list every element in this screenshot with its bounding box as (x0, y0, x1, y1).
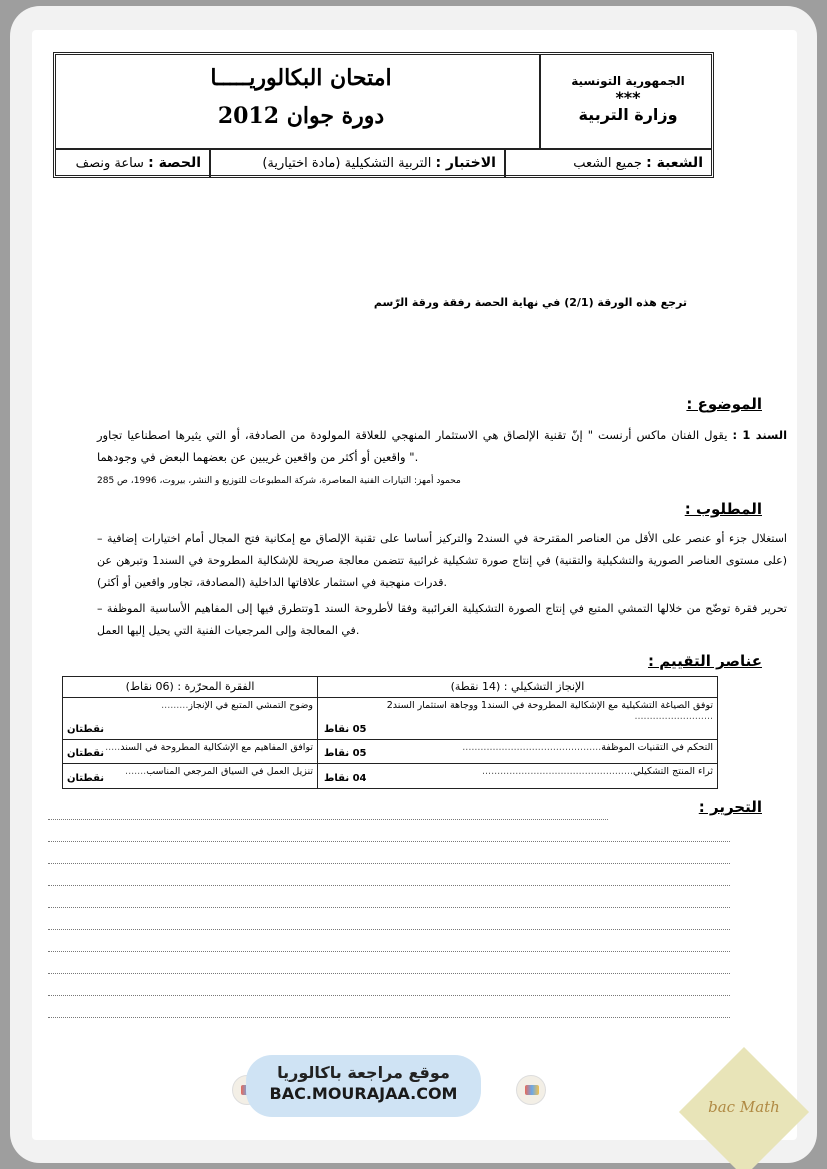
criterion-points: نقطتان (67, 724, 105, 735)
table-header-row (63, 677, 717, 698)
exam-session: دورة جوان 2012 (217, 103, 385, 129)
evaluation-heading: عناصر التقييم : (648, 652, 762, 670)
criterion: ثراء المنتج التشكيلي (633, 766, 713, 777)
republic-text: الجمهورية التونسية (571, 74, 685, 88)
table-row: التحكم في التقنيات الموظفة.............................................. 05 نقاط توافق المفاهيم مع الإشكالية المطروحة في السند..... نقطتان (63, 740, 717, 764)
exam-title: امتحان البكالوريـــــا (210, 65, 392, 91)
col-header-execution: الإنجاز التشكيلي : (14 نقطة) (317, 677, 717, 697)
required-heading: المطلوب : (684, 500, 762, 518)
criterion-points: 04 نقاط (324, 773, 367, 784)
criterion: توفق الصياغة التشكيلية مع الإشكالية المطروحة في السند1 ووجاهة استثمار السند2 (386, 700, 713, 711)
criterion-points: نقطتان (67, 748, 105, 759)
required-item-2: – تحرير فقرة توضّح من خلالها التمشي المتبع في إنتاج الصورة التشكيلية الغرائبية وفقا لأطروحة السند 1وتتطرق فيها إلى المفاهيم الأساسية الموظفة في المعالجة وإلى المرجعيات الفنية التي يحيل إليها العمل. (97, 602, 787, 637)
subject-heading: الموضوع : (686, 395, 762, 413)
criterion: توافق المفاهيم مع الإشكالية المطروحة في السند (120, 742, 313, 753)
evaluation-table (62, 676, 718, 789)
branch-cell: الشعبة : جميع الشعب (573, 155, 703, 171)
stars: *** (615, 88, 641, 107)
criterion: وضوح التمشي المتبع في الإنجاز (188, 700, 313, 711)
table-row: توفق الصياغة التشكيلية مع الإشكالية المطروحة في السند1 ووجاهة استثمار السند2 .......................... 05 نقاط وضوح التمشي المتبع في الإنجاز......... نقطتان (63, 698, 717, 740)
return-note: ترجع هذه الورقة (2/1) في نهاية الحصة رفقة ورقة الرّسم (373, 296, 687, 309)
bacmath-logo-text: bac Math (708, 1098, 780, 1116)
criterion: تنزيل العمل في السياق المرجعي المناسب (146, 766, 313, 777)
writing-heading: التحرير : (698, 798, 762, 816)
required-item-1: – استغلال جزء أو عنصر على الأقل من العناصر المقترحة في السند2 والتركيز أساسا على تقنية الإلصاق مع إمكانية فتح المجال أمام اختيارات إضافية (على مستوى العناصر الصورية والتشكيلية والتقنية) في إنتاج صورة تشكيلية غرائبية تتضمن معالجة صريحة للإشكالية المطروحة في السند1 وتبرهن عن قدرات منهجية في استثمار علاقاتها الداخلية (المصادفة، تجاور واقعين أو أكثر). (97, 532, 787, 589)
subject-cell: الاختبار : التربية التشكيلية (مادة اختيارية) (262, 155, 496, 171)
table-row: ثراء المنتج التشكيلي.................................................. 04 نقاط تنزيل العمل في السياق المرجعي المناسب....... نقطتان (63, 764, 717, 788)
site-url[interactable]: BAC.MOURAJAA.COM (269, 1084, 458, 1103)
col-header-paragraph: الفقرة المحرّرة : (06 نقاط) (125, 680, 255, 693)
duration-cell: الحصة : ساعة ونصف (75, 155, 201, 171)
exam-header (53, 52, 714, 178)
criterion-points: نقطتان (67, 773, 105, 784)
site-banner[interactable] (246, 1055, 481, 1117)
ministry-text: وزارة التربية (578, 105, 678, 124)
site-logo-icon (516, 1075, 546, 1105)
ministry-block (553, 71, 703, 125)
document-source: محمود أمهز: التيارات الفنية المعاصرة، شركة المطبوعات للتوزيع و النشر، بيروت، 1996، ص 285 (97, 476, 461, 486)
criterion-points: 05 نقاط (324, 724, 367, 735)
criterion: التحكم في التقنيات الموظفة (601, 742, 713, 753)
criterion-points: 05 نقاط (324, 748, 367, 759)
site-name-ar: موقع مراجعة باكالوريا (277, 1063, 450, 1082)
document-1: السند 1 : يقول الفنان ماكس أرنست " إنّ تقنية الإلصاق هي الاستثمار المنهجي للعلاقة المولودة من الصادفة، أو التي يثيرها اصطناعيا تجاور واقعين أو أكثر من واقعين غريبين عن بعضهما البعض في وجودهما ". (97, 428, 788, 464)
writing-area[interactable] (48, 798, 730, 1018)
